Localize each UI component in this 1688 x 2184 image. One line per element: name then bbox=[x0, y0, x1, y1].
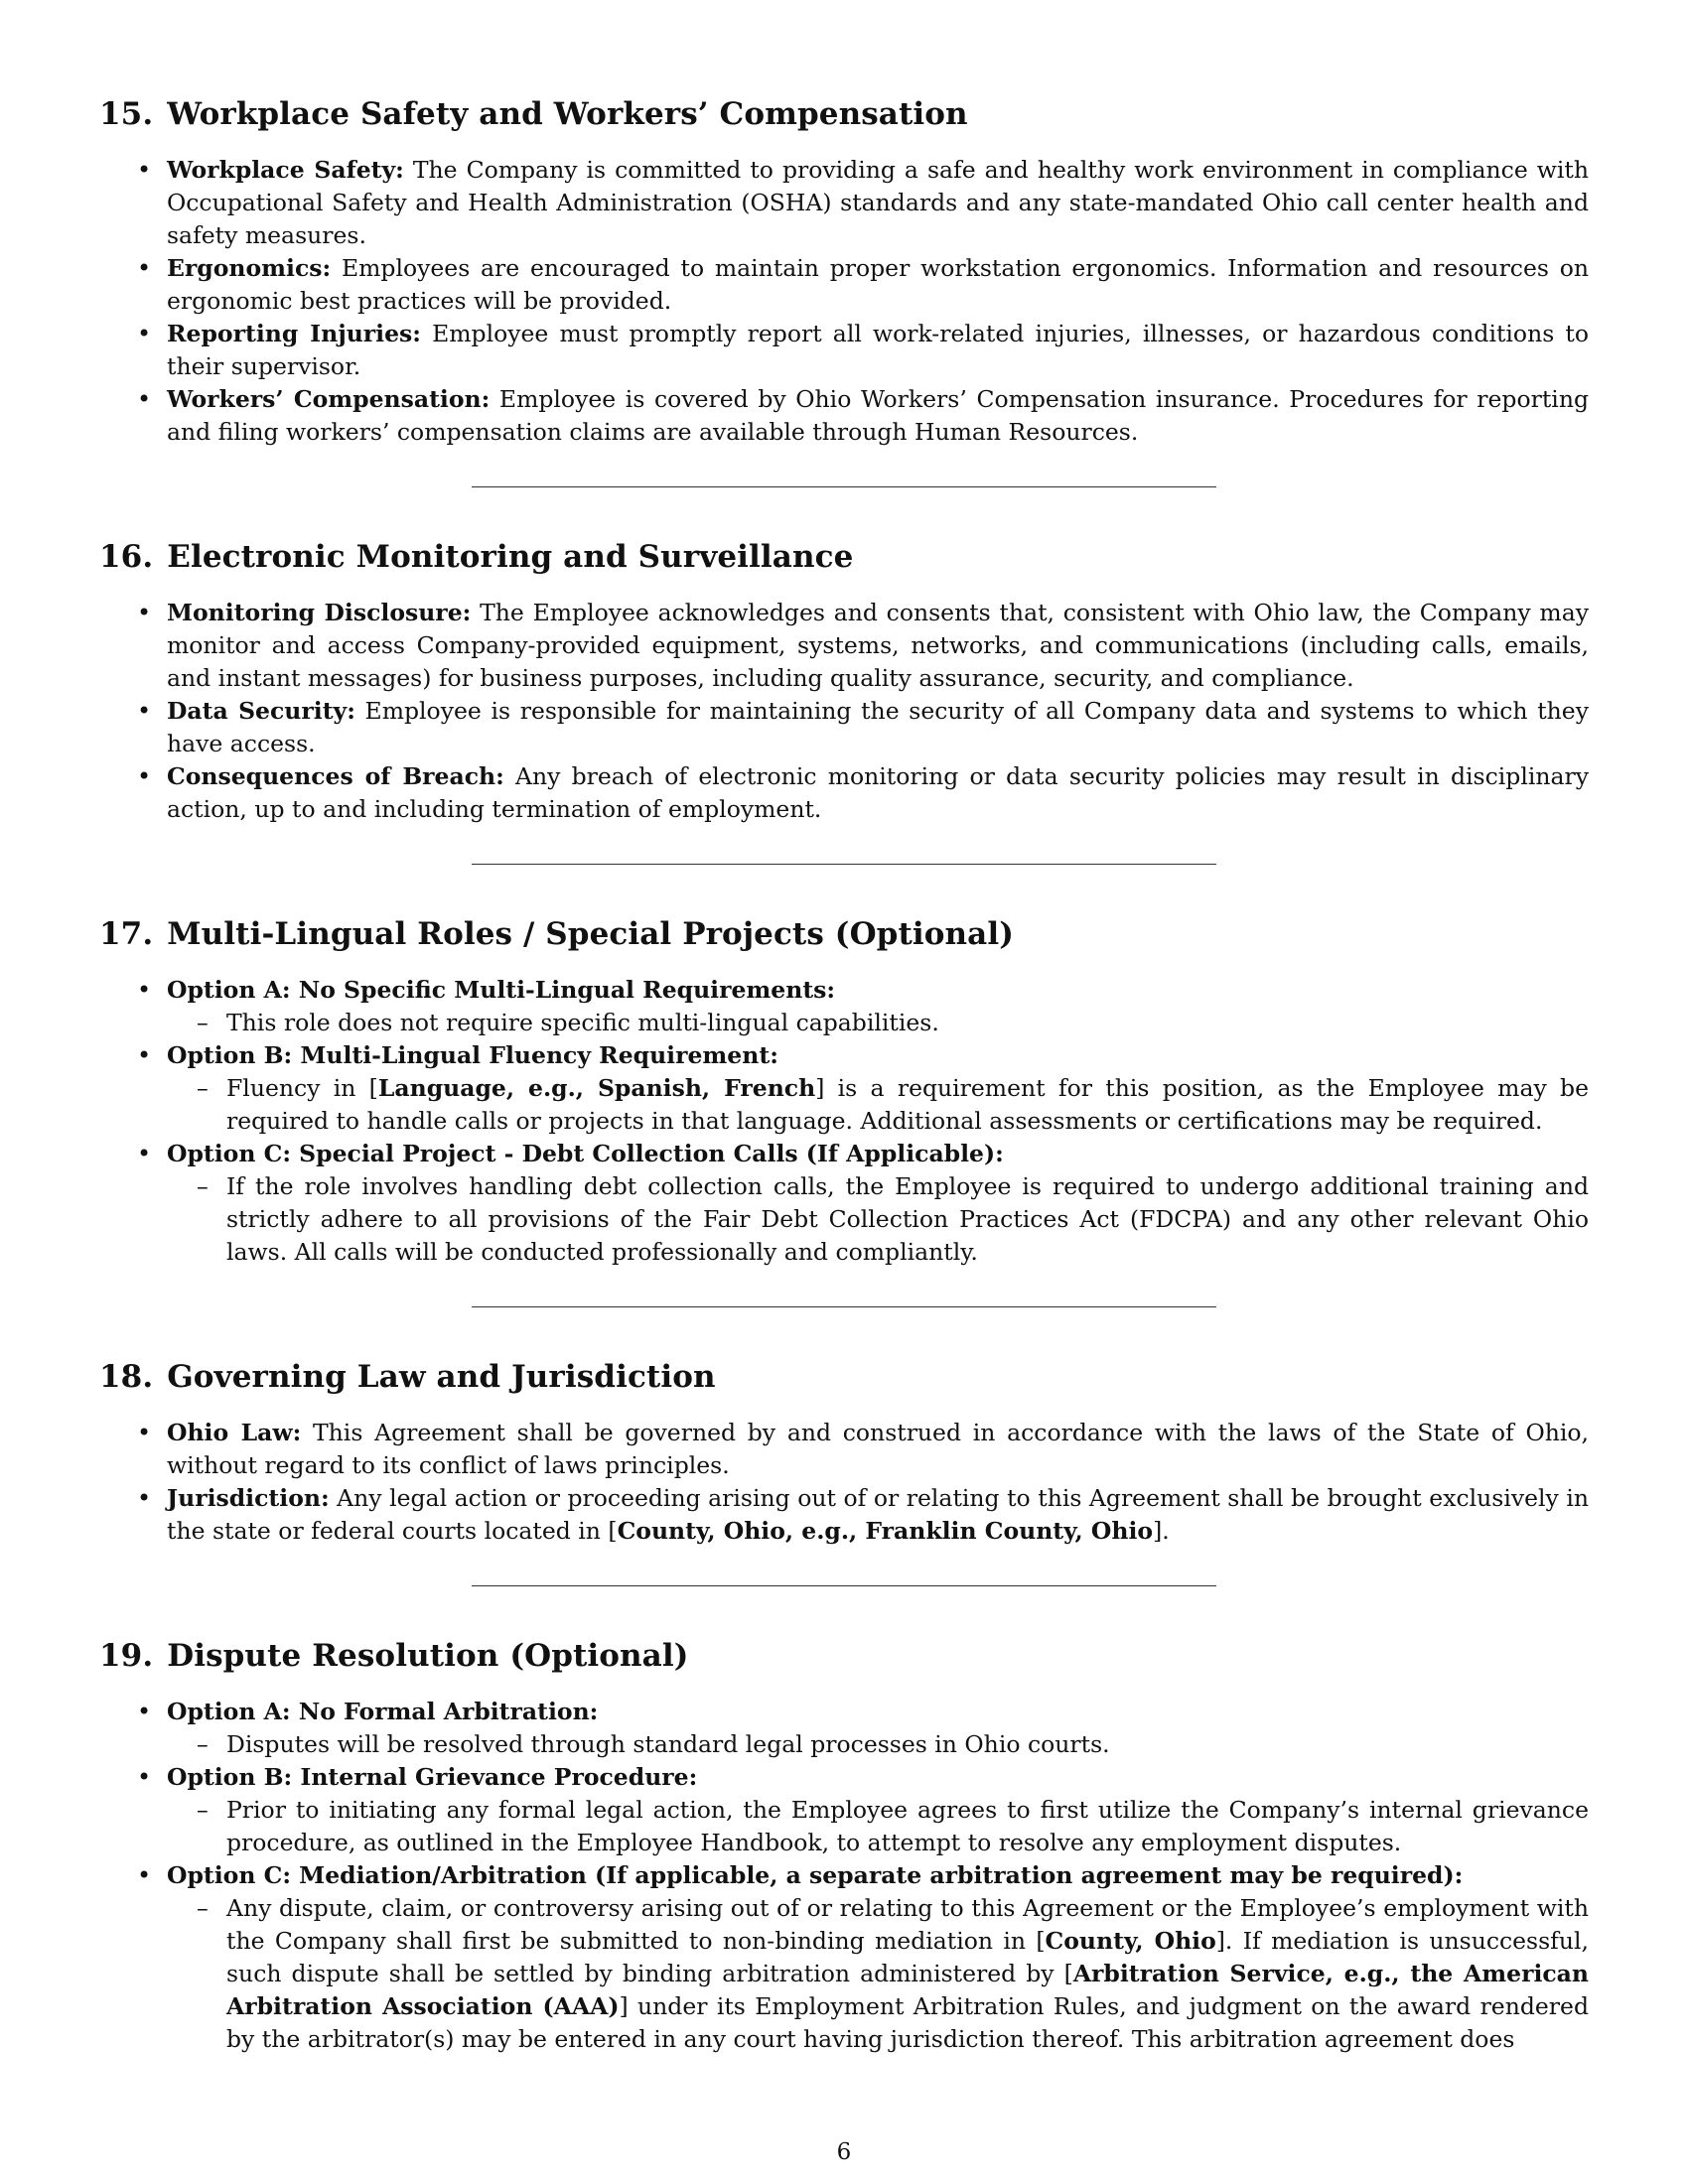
placeholder-text: Arbitration Service, e.g., the American Arbitration Association (AAA) bbox=[226, 1960, 1589, 2020]
item-text: This Agreement shall be governed by and construed in accordance with the laws of the State of Ohio, without regard to its conflict of laws principles. bbox=[167, 1419, 1589, 1479]
section-16 bbox=[99, 537, 1589, 826]
section-number: 16. bbox=[99, 539, 154, 575]
page-number: 6 bbox=[836, 2139, 852, 2165]
list-item bbox=[167, 760, 1589, 826]
section-number: 19. bbox=[99, 1638, 154, 1674]
section-15 bbox=[99, 94, 1589, 449]
item-label: Ohio Law: bbox=[167, 1419, 302, 1446]
item-label: Workplace Safety: bbox=[167, 156, 404, 184]
list-item bbox=[167, 597, 1589, 695]
list-item bbox=[167, 383, 1589, 449]
item-label: Jurisdiction: bbox=[167, 1484, 330, 1512]
option-label: Option A: No Specific Multi-Lingual Requirements: bbox=[167, 976, 836, 1004]
sub-text: ] is a requirement for this position, as the Employee may be required to handle calls or projects in that language. Additional assessments or certifications may be required. bbox=[226, 1074, 1589, 1135]
sub-text: Fluency in [ bbox=[226, 1074, 378, 1102]
section-divider bbox=[472, 864, 1216, 865]
placeholder-text: County, Ohio bbox=[1045, 1927, 1216, 1955]
sub-list bbox=[167, 1072, 1589, 1138]
item-text: Any breach of electronic monitoring or data security policies may result in disciplinary action, up to and including termination of employment. bbox=[167, 762, 1590, 823]
sub-text: If the role involves handling debt collection calls, the Employee is required to undergo additional training and strictly adhere to all provisions of the Fair Debt Collection Practices Act (FDCPA) and any other relevant Ohio laws. All calls will be conducted professionally and compliantly. bbox=[226, 1172, 1589, 1266]
item-label: Ergonomics: bbox=[167, 254, 332, 282]
sub-list bbox=[167, 1892, 1589, 2056]
item-label: Data Security: bbox=[167, 697, 355, 725]
section-heading bbox=[99, 537, 1589, 577]
sub-text: This role does not require specific multi-lingual capabilities. bbox=[226, 1009, 939, 1036]
item-label: Monitoring Disclosure: bbox=[167, 599, 472, 626]
sub-item bbox=[226, 1892, 1589, 2056]
item-text: Employee must promptly report all work-related injuries, illnesses, or hazardous conditions to their supervisor. bbox=[167, 320, 1589, 380]
section-number: 17. bbox=[99, 916, 154, 952]
item-text: The Employee acknowledges and consents that, consistent with Ohio law, the Company may monitor and access Company-provided equipment, systems, networks, and communications (including calls, emails, and instant messages) for business purposes, including quality assurance, security, and compliance. bbox=[167, 599, 1589, 692]
section-heading bbox=[99, 1636, 1589, 1676]
sub-item bbox=[226, 1072, 1589, 1138]
section-number: 18. bbox=[99, 1359, 154, 1395]
section-19 bbox=[99, 1636, 1589, 2056]
option-label: Option C: Mediation/Arbitration (If applicable, a separate arbitration agreement may be required): bbox=[167, 1861, 1464, 1889]
sub-item bbox=[226, 1007, 1589, 1039]
section-heading bbox=[99, 94, 1589, 134]
option-label: Option B: Internal Grievance Procedure: bbox=[167, 1763, 698, 1791]
sub-item bbox=[226, 1794, 1589, 1859]
option-item bbox=[167, 1761, 1589, 1859]
sub-text: Disputes will be resolved through standard legal processes in Ohio courts. bbox=[226, 1730, 1110, 1758]
item-text: ]. bbox=[1153, 1517, 1170, 1545]
bullet-list bbox=[99, 1696, 1589, 2056]
placeholder-text: Language, e.g., Spanish, French bbox=[377, 1074, 816, 1102]
list-item bbox=[167, 1417, 1589, 1482]
sub-text: ]. If mediation is unsuccessful, such dispute shall be settled by binding arbitration administered by [ bbox=[226, 1927, 1589, 1987]
sub-list bbox=[167, 1170, 1589, 1269]
item-label: Workers’ Compensation: bbox=[167, 385, 491, 413]
list-item bbox=[167, 695, 1589, 760]
option-label: Option B: Multi-Lingual Fluency Requirement: bbox=[167, 1041, 778, 1069]
section-divider bbox=[472, 1585, 1216, 1586]
sub-text: ] under its Employment Arbitration Rules, and judgment on the award rendered by the arbitrator(s) may be entered in any court having jurisdiction thereof. This arbitration agreement does bbox=[226, 1992, 1589, 2053]
bullet-list bbox=[99, 974, 1589, 1269]
sub-text: Prior to initiating any formal legal action, the Employee agrees to first utilize the Company’s internal grievance procedure, as outlined in the Employee Handbook, to attempt to resolve any employment disputes. bbox=[226, 1796, 1589, 1856]
item-text: Employee is covered by Ohio Workers’ Compensation insurance. Procedures for reporting and filing workers’ compensation claims are available through Human Resources. bbox=[167, 385, 1589, 446]
section-18 bbox=[99, 1357, 1589, 1548]
option-item bbox=[167, 974, 1589, 1039]
section-title: Workplace Safety and Workers’ Compensation bbox=[167, 96, 968, 132]
list-item bbox=[167, 154, 1589, 252]
sub-list bbox=[167, 1728, 1589, 1761]
item-label: Consequences of Breach: bbox=[167, 762, 504, 790]
section-number: 15. bbox=[99, 96, 154, 132]
list-item bbox=[167, 1482, 1589, 1548]
item-label: Reporting Injuries: bbox=[167, 320, 421, 347]
section-title: Multi-Lingual Roles / Special Projects (Optional) bbox=[167, 916, 1014, 952]
option-item bbox=[167, 1138, 1589, 1269]
option-item bbox=[167, 1859, 1589, 2056]
bullet-list bbox=[99, 597, 1589, 826]
item-text: The Company is committed to providing a safe and healthy work environment in compliance with Occupational Safety and Health Administration (OSHA) standards and any state-mandated Ohio call center health and safety measures. bbox=[167, 156, 1589, 249]
section-title: Electronic Monitoring and Surveillance bbox=[167, 539, 854, 575]
section-heading bbox=[99, 1357, 1589, 1397]
option-item bbox=[167, 1039, 1589, 1138]
item-text: Employee is responsible for maintaining the security of all Company data and systems to which they have access. bbox=[167, 697, 1589, 757]
bullet-list bbox=[99, 154, 1589, 449]
section-title: Dispute Resolution (Optional) bbox=[167, 1638, 689, 1674]
section-divider bbox=[472, 486, 1216, 487]
item-text: Employees are encouraged to maintain proper workstation ergonomics. Information and resources on ergonomic best practices will be provided. bbox=[167, 254, 1589, 315]
sub-text: Any dispute, claim, or controversy arising out of or relating to this Agreement or the Employee’s employment with the Company shall first be submitted to non-binding mediation in [ bbox=[226, 1894, 1589, 1955]
list-item bbox=[167, 252, 1589, 318]
item-text: Any legal action or proceeding arising out of or relating to this Agreement shall be brought exclusively in the state or federal courts located in [ bbox=[167, 1484, 1589, 1545]
section-17 bbox=[99, 914, 1589, 1269]
sub-list bbox=[167, 1794, 1589, 1859]
option-label: Option C: Special Project - Debt Collection Calls (If Applicable): bbox=[167, 1140, 1004, 1167]
sub-list bbox=[167, 1007, 1589, 1039]
section-divider bbox=[472, 1306, 1216, 1307]
section-heading bbox=[99, 914, 1589, 954]
bullet-list bbox=[99, 1417, 1589, 1548]
placeholder-text: County, Ohio, e.g., Franklin County, Ohio bbox=[617, 1517, 1154, 1545]
section-title: Governing Law and Jurisdiction bbox=[167, 1359, 716, 1395]
sub-item bbox=[226, 1728, 1589, 1761]
option-item bbox=[167, 1696, 1589, 1761]
sub-item bbox=[226, 1170, 1589, 1269]
list-item bbox=[167, 318, 1589, 383]
option-label: Option A: No Formal Arbitration: bbox=[167, 1698, 599, 1725]
